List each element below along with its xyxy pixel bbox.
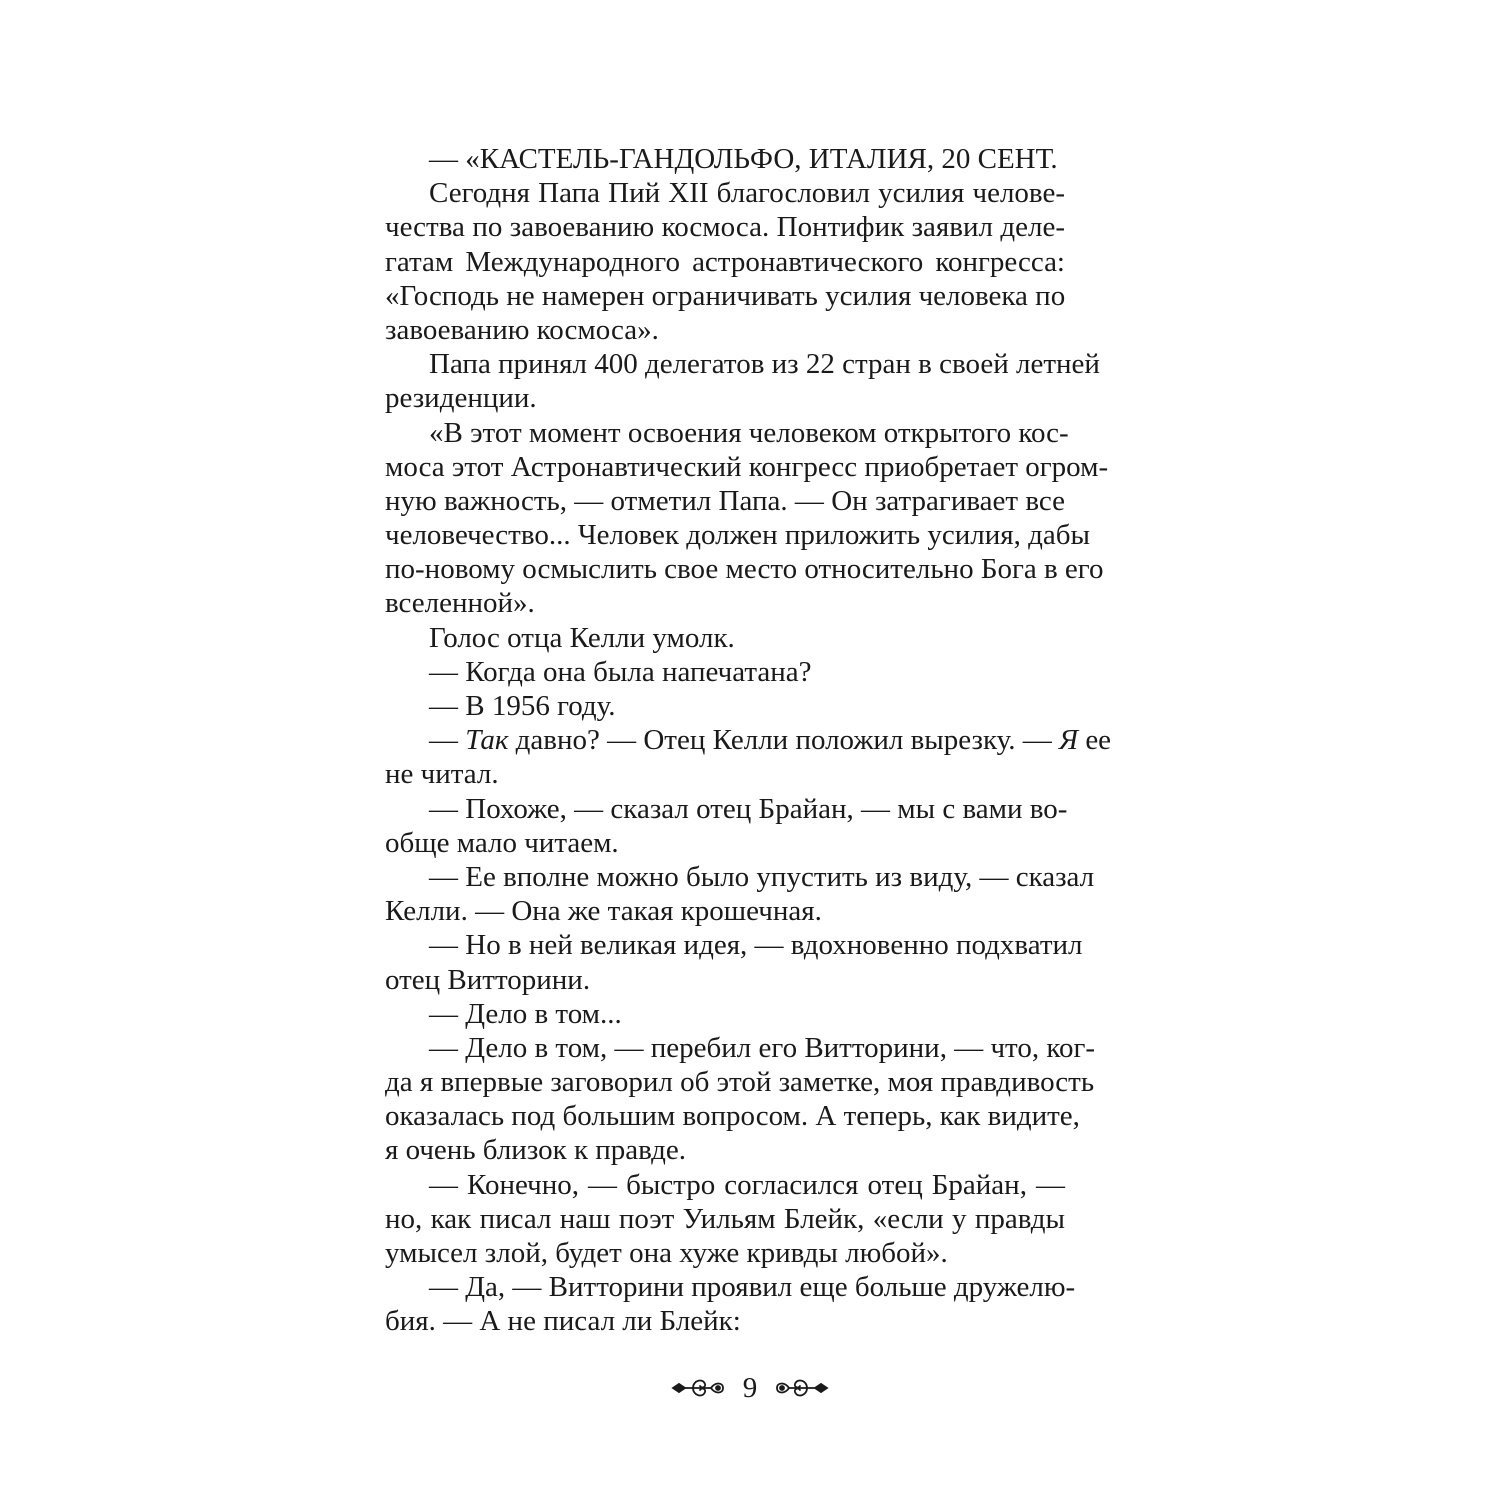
- text-line: обще мало читаем.: [385, 826, 619, 859]
- right-ornament-icon: [773, 1374, 829, 1402]
- text-segment: давно? — Отец Келли положил вырезку. —: [508, 724, 1059, 757]
- italic-segment: Так: [465, 724, 509, 757]
- text-line: — Да, — Витторини проявил еще больше дружелю-: [429, 1271, 1076, 1304]
- text-line: да я впервые заговорил об этой заметке, моя правдивость: [385, 1066, 1095, 1099]
- text-line: [385, 723, 1112, 757]
- page-footer: [0, 1368, 1500, 1408]
- text-line: — Дело в том...: [429, 997, 622, 1030]
- text-line: бия. — А не писал ли Блейк:: [385, 1305, 741, 1338]
- left-ornament-icon: [671, 1374, 727, 1402]
- text-line: — В 1956 году.: [429, 690, 616, 722]
- text-line: — Но в ней великая идея, — вдохновенно подхватил: [429, 929, 1083, 962]
- text-line: вселенной».: [385, 587, 535, 620]
- text-line: не читал.: [385, 758, 499, 791]
- text-line: человечество... Человек должен приложить усилия, дабы: [385, 519, 1090, 552]
- page-number: 9: [742, 1372, 758, 1404]
- text-line: «В этот момент освоения человеком открытого кос-: [429, 416, 1069, 449]
- text-line: Папа принял 400 делегатов из 22 стран в своей летней: [429, 348, 1100, 381]
- text-line: чества по завоеванию космоса. Понтифик заявил деле-: [385, 211, 1065, 244]
- text-segment: —: [429, 724, 466, 757]
- text-line: — Ее вполне можно было упустить из виду, — сказал: [429, 860, 1095, 893]
- text-line: оказалась под большим вопросом. А теперь, как видите,: [385, 1100, 1080, 1133]
- text-line: по-новому осмыслить свое место относительно Бога в его: [385, 553, 1104, 586]
- text-line: Голос отца Келли умолк.: [429, 621, 735, 654]
- text-line: гатам Международного астронавтического конгресса:: [385, 245, 1065, 278]
- text-line: ную важность, — отметил Папа. — Он затрагивает все: [385, 484, 1065, 517]
- text-line: — Когда она была напечатана?: [429, 655, 812, 688]
- text-line: Келли. — Она же такая крошечная.: [385, 895, 822, 928]
- text-line: умысел злой, будет она хуже кривды любой».: [385, 1237, 948, 1269]
- text-line: — «КАСТЕЛЬ-ГАНДОЛЬФО, ИТАЛИЯ, 20 СЕНТ.: [429, 143, 1058, 175]
- text-line: но, как писал наш поэт Уильям Блейк, «если у правды: [385, 1202, 1065, 1235]
- text-line: «Господь не намерен ограничивать усилия человека по: [385, 279, 1066, 312]
- text-line: завоеванию космоса».: [385, 313, 659, 346]
- text-line: — Похоже, — сказал отец Брайан, — мы с вами во-: [429, 792, 1068, 825]
- text-line: Сегодня Папа Пий XII благословил усилия челове-: [429, 177, 1065, 210]
- text-line: — Дело в том, — перебил его Витторини, — что, ког-: [429, 1031, 1095, 1064]
- text-line: моса этот Астронавтический конгресс приобретает огром-: [385, 450, 1109, 483]
- text-line: резиденции.: [385, 382, 537, 415]
- text-line: отец Витторини.: [385, 963, 591, 996]
- text-line: я очень близок к правде.: [385, 1134, 687, 1167]
- body-text: [385, 142, 1112, 1339]
- text-segment: ее: [1078, 724, 1112, 757]
- italic-segment: Я: [1059, 724, 1079, 757]
- text-line: — Конечно, — быстро согласился отец Брайан, —: [429, 1168, 1065, 1201]
